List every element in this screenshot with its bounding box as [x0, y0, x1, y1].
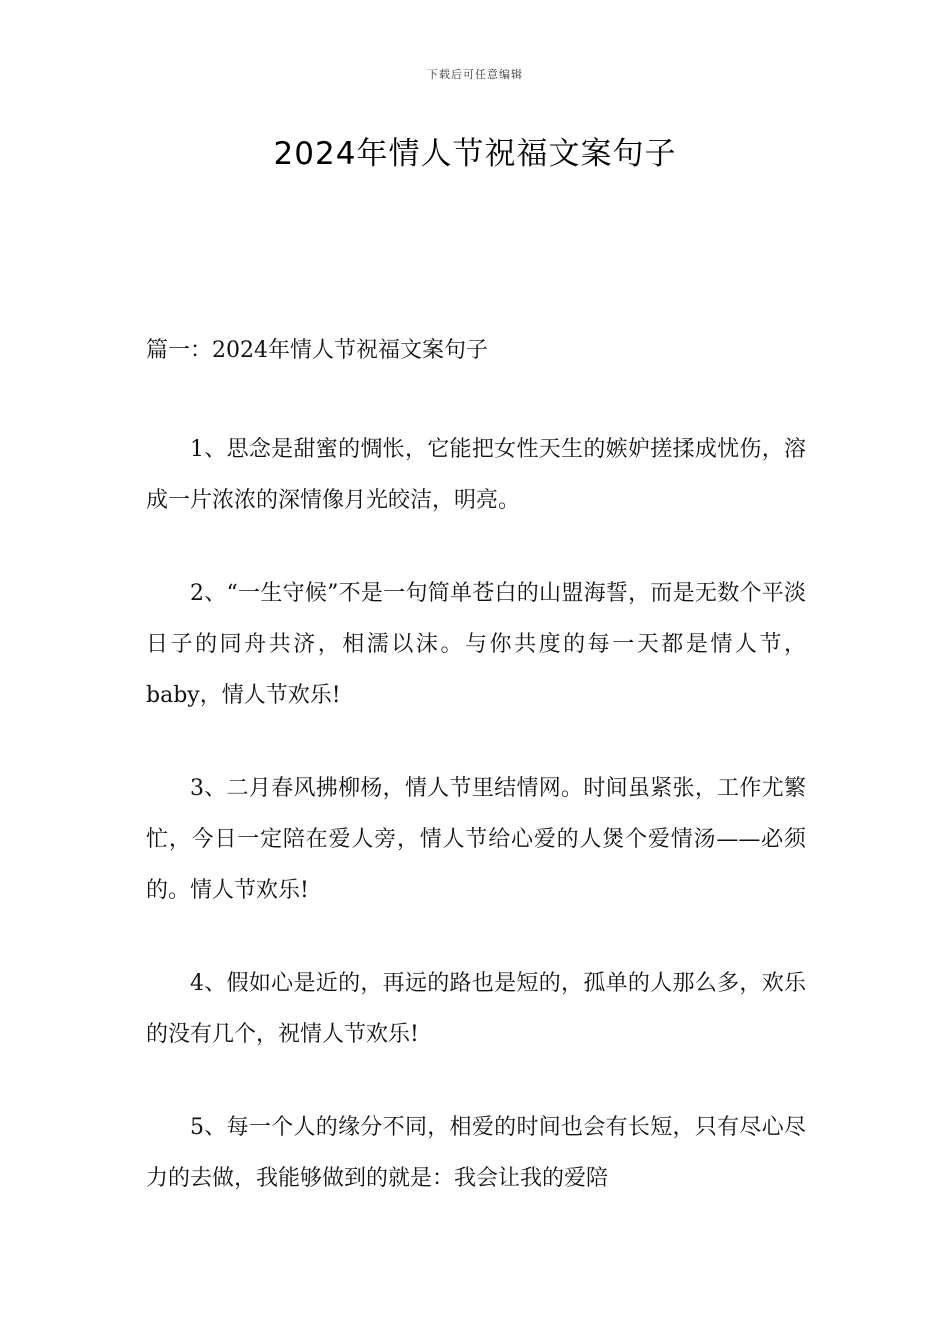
document-title: 2024年情人节祝福文案句子: [273, 136, 677, 172]
body-text: [146, 424, 806, 1246]
section-heading: 篇一：2024年情人节祝福文案句子: [146, 338, 488, 363]
paragraph-4: 4、假如心是近的，再远的路也是短的，孤单的人那么多，欢乐的没有几个，祝情人节欢乐!: [146, 971, 806, 1047]
paragraph-3: 3、二月春风拂柳杨，情人节里结情网。时间虽紧张，工作尤繁忙，今日一定陪在爱人旁，情人节给心爱的人煲个爱情汤——必须的。情人节欢乐!: [146, 776, 806, 903]
paragraph-1: 1、思念是甜蜜的惆怅，它能把女性天生的嫉妒搓揉成忧伤，溶成一片浓浓的深情像月光皎洁，明亮。: [146, 437, 806, 513]
paragraph-2: 2、“一生守候”不是一句简单苍白的山盟海誓，而是无数个平淡日子的同舟共济，相濡以沫。与你共度的每一天都是情人节，baby，情人节欢乐!: [146, 581, 806, 708]
header-note: 下载后可任意编辑: [427, 68, 523, 81]
paragraph-5: 5、每一个人的缘分不同，相爱的时间也会有长短，只有尽心尽力的去做，我能够做到的就是：我会让我的爱陪: [146, 1115, 806, 1191]
